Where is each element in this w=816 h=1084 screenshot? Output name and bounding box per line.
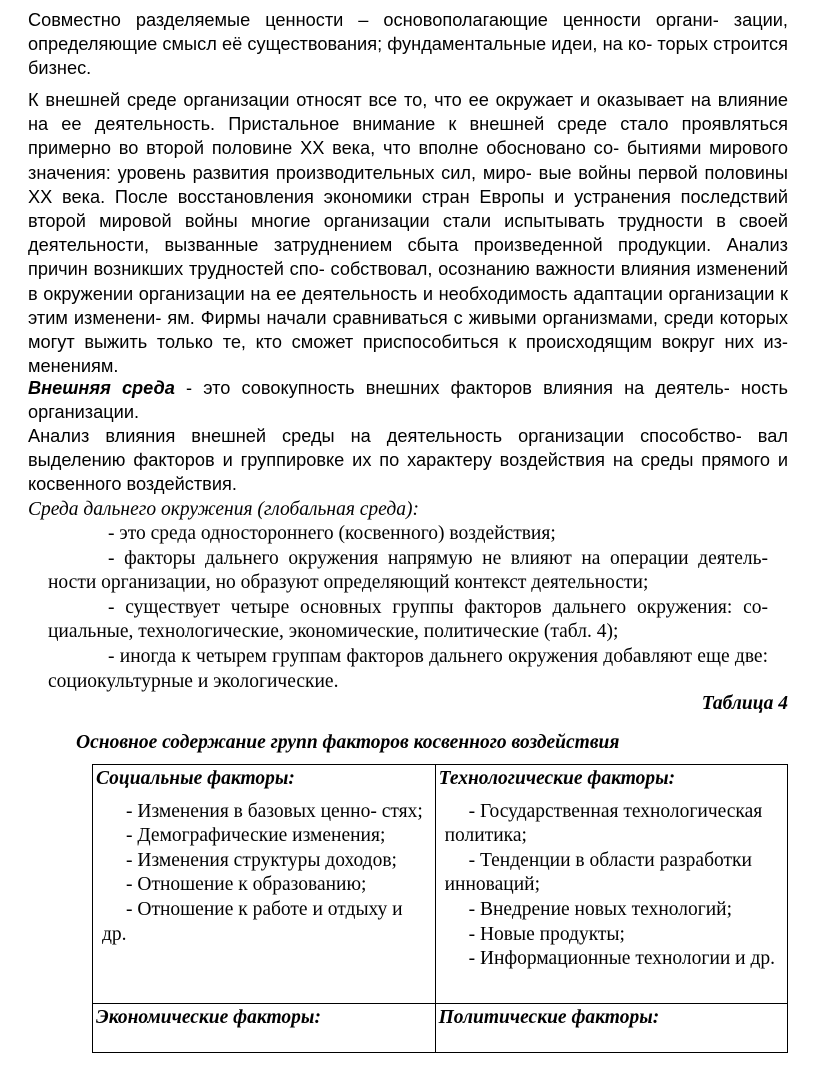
paragraph-analysis: Анализ влияния внешней среды на деятельность организации способство- вал выделению факторов и группировке их по характеру воздействия на среды прямого и косвенного воздействия. [28,426,788,495]
cell-list [96,800,432,948]
cell-header: Экономические факторы: [96,1007,321,1028]
list-item: - существует четыре основных группы факторов дальнего окружения: со- циальные, технологические, экономические, политические (табл. 4); [48,596,768,643]
term-external-environment: Внешняя среда [28,378,175,398]
far-environment-title: Среда дальнего окружения (глобальная среда): [28,499,419,520]
table-row [93,1004,788,1053]
cell-list [439,800,784,972]
factors-table [92,764,788,1053]
table-number: Таблица 4 [701,693,788,714]
list-item: - Изменения структуры доходов; [126,849,397,871]
list-item: - это среда одностороннего (косвенного) воздействия; [108,523,556,544]
list-item: - Новые продукты; [468,923,625,945]
table-cell-social [93,765,436,1004]
table-cell-technological [435,765,787,1004]
list-item: - Внедрение новых технологий; [468,898,733,920]
list-item: - Государственная технологическая политика; [444,800,763,847]
list-item: - иногда к четырем группам факторов дальнего окружения добавляют еще две: социокультурные и экологические. [48,645,768,692]
list-item: - Информационные технологии и др. [468,948,776,970]
paragraph-shared-values: Совместно разделяемые ценности – основополагающие ценности органи- зации, определяющие смысл её существования; фундаментальные идеи, на ко- торых строится бизнес. [28,10,788,79]
definition-text: - это совокупность внешних факторов влияния на деятель- ность организации. [28,378,788,423]
paragraph-external-definition [28,376,788,424]
list-item: - Отношение к работе и отдыху и др. [102,898,403,945]
paragraph-external-environment: К внешней среде организации относят все то, что ее окружает и оказывает на влияние на ее деятельность. Пристальное внимание к внешней среде стало проявляться примерно во второй половине XX века, что вполне обосновано со- бытиями мирового значения: уровень развития производительных сил, миро- вые войны первой половины XX века. После восстановления экономики стран Европы и устранения последствий второй мировой войны многие организации стали испытывать трудности в своей деятельности, вызванные затруднением сбыта произведенной продукции. Анализ причин возникших трудностей спо- собствовал, осознанию важности влияния изменений в окружении организации на ее деятельность и необходимость адаптации организации к этим изменени- ям. Фирмы начали сравниваться с живыми организмами, среди которых могут выжить только те, кто сможет приспособиться к происходящим вокруг них из- менениям. [28,90,788,377]
table-cell-economic [93,1004,436,1053]
list-item: - факторы дальнего окружения напрямую не влияют на операции деятель- ности организации, но образуют определяющий контекст деятельности; [48,547,768,594]
table-title: Основное содержание групп факторов косвенного воздействия [76,732,620,753]
cell-header: Социальные факторы: [96,768,295,789]
far-environment-list [28,522,768,694]
table-row [93,765,788,1004]
cell-header: Политические факторы: [438,1007,660,1028]
cell-header: Технологические факторы: [438,768,676,789]
list-item: - Отношение к образованию; [126,874,367,896]
list-item: - Демографические изменения; [126,825,386,847]
list-item: - Изменения в базовых ценно- стях; [126,800,423,822]
list-item: - Тенденции в области разработки инноваций; [444,849,752,896]
table-cell-political [435,1004,787,1053]
